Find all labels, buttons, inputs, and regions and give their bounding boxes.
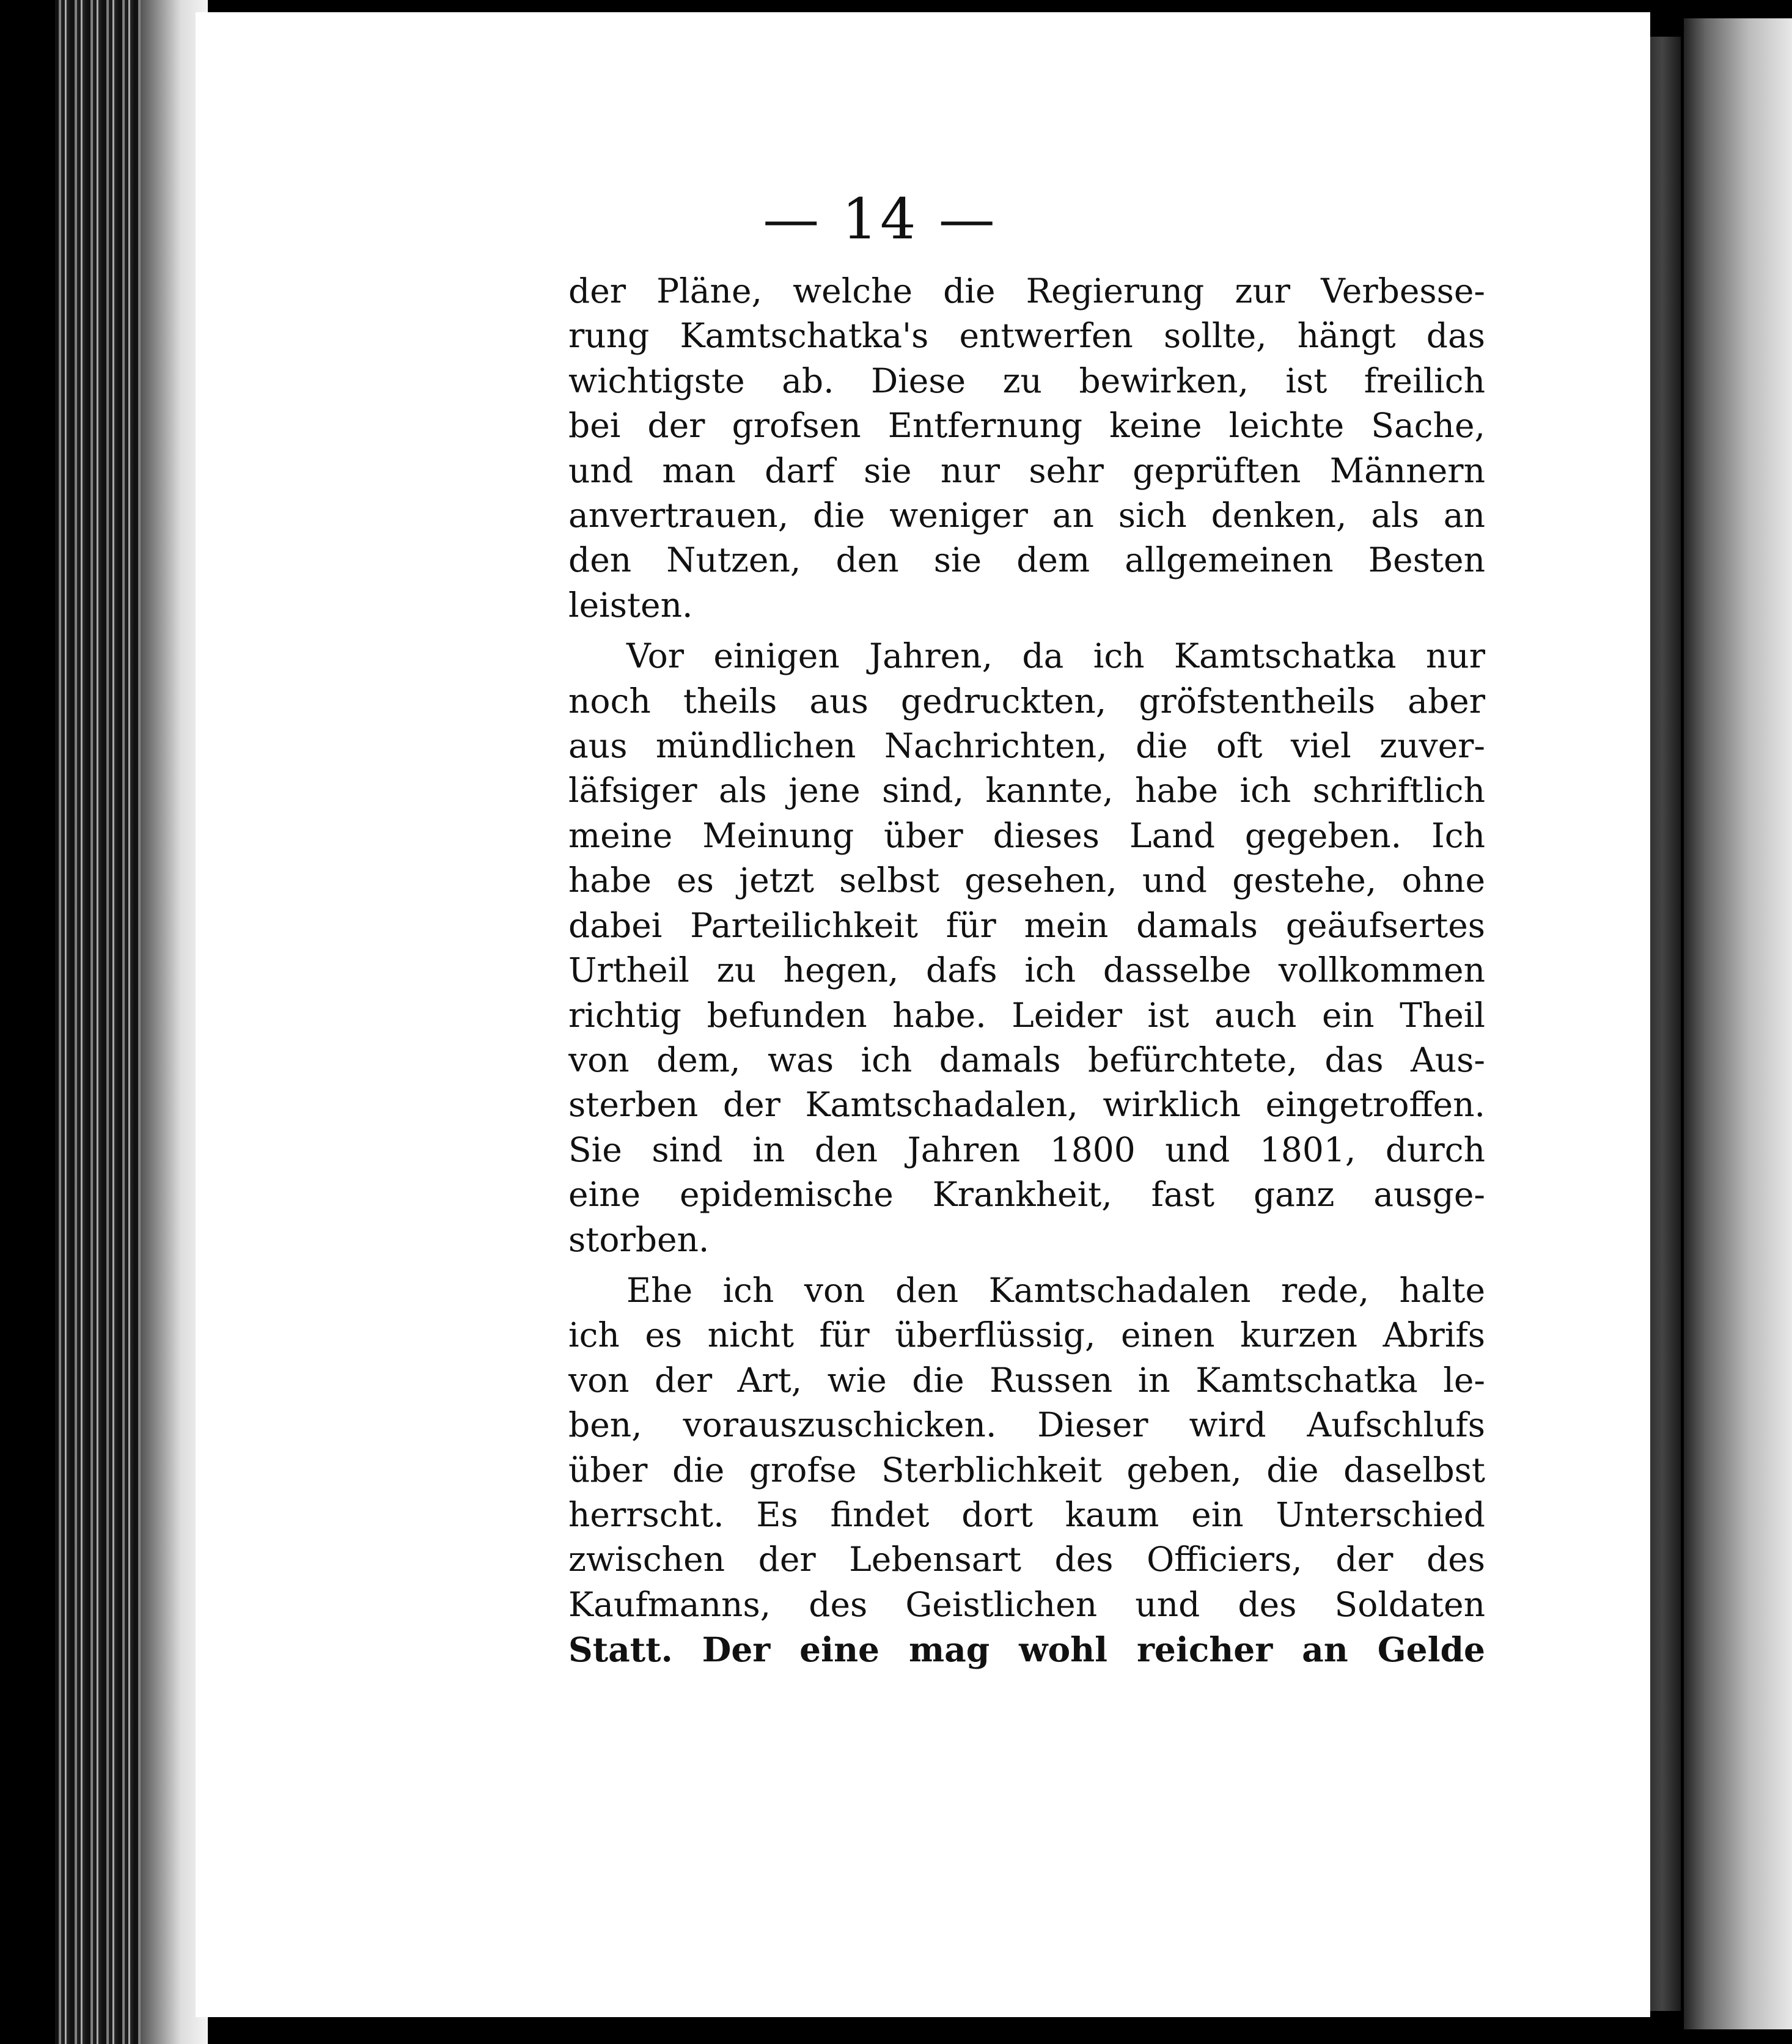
- text-line: bei der grofsen Entfernung keine leichte Sache,: [568, 406, 1485, 446]
- text-line: und man darf sie nur sehr geprüften Männern: [568, 450, 1485, 490]
- text-line: Kaufmanns, des Geistlichen und des Soldaten: [568, 1584, 1485, 1624]
- body-text: [568, 269, 1485, 1672]
- text-line: rung Kamtschatka's entwerfen sollte, hängt das: [568, 316, 1485, 356]
- text-line: sterben der Kamtschadalen, wirklich eingetroffen.: [568, 1085, 1485, 1125]
- text-line: der Pläne, welche die Regierung zur Verbesse-: [568, 271, 1485, 311]
- text-line: Ehe ich von den Kamtschadalen rede, halte: [626, 1270, 1485, 1310]
- text-line: eine epidemische Krankheit, fast ganz ausge-: [568, 1175, 1485, 1215]
- text-line: läfsiger als jene sind, kannte, habe ich schriftlich: [568, 771, 1485, 811]
- text-line: Vor einigen Jahren, da ich Kamtschatka nur: [626, 636, 1485, 676]
- text-line: ben, vorauszuschicken. Dieser wird Aufschlufs: [568, 1405, 1485, 1445]
- text-line: den Nutzen, den sie dem allgemeinen Besten: [568, 540, 1485, 580]
- text-line: storben.: [568, 1219, 710, 1259]
- page-number-header: — 14 —: [763, 186, 997, 252]
- text-line: herrscht. Es findet dort kaum ein Unterschied: [568, 1494, 1485, 1534]
- text-line: von der Art, wie die Russen in Kamtschatka le-: [568, 1360, 1485, 1400]
- paragraph-2: [568, 634, 1485, 1262]
- paragraph-3: [568, 1268, 1485, 1672]
- right-page-edge: [1684, 18, 1792, 2029]
- text-line: Statt. Der eine mag wohl reicher an Gelde: [568, 1630, 1485, 1670]
- text-line: wichtigste ab. Diese zu bewirken, ist freilich: [568, 361, 1485, 400]
- text-line: dabei Parteilichkeit für mein damals geäufsertes: [568, 905, 1485, 945]
- text-line: noch theils aus gedruckten, gröfstentheils aber: [568, 681, 1485, 721]
- text-line: leisten.: [568, 585, 693, 625]
- text-line: Sie sind in den Jahren 1800 und 1801, durch: [568, 1130, 1485, 1169]
- text-line: Urtheil zu hegen, dafs ich dasselbe vollkommen: [568, 950, 1485, 990]
- paragraph-1: [568, 269, 1485, 628]
- text-line: zwischen der Lebensart des Officiers, der des: [568, 1540, 1485, 1579]
- text-line: von dem, was ich damals befürchtete, das Aus-: [568, 1040, 1485, 1079]
- text-line: über die grofse Sterblichkeit geben, die daselbst: [568, 1450, 1485, 1490]
- text-line: habe es jetzt selbst gesehen, und gestehe, ohne: [568, 861, 1485, 900]
- text-line: ich es nicht für überflüssig, einen kurzen Abrifs: [568, 1315, 1485, 1355]
- text-line: meine Meinung über dieses Land gegeben. Ich: [568, 815, 1485, 855]
- text-line: anvertrauen, die weniger an sich denken, als an: [568, 496, 1485, 535]
- text-line: aus mündlichen Nachrichten, die oft viel zuver-: [568, 726, 1485, 766]
- text-line: richtig befunden habe. Leider ist auch ein Theil: [568, 995, 1485, 1035]
